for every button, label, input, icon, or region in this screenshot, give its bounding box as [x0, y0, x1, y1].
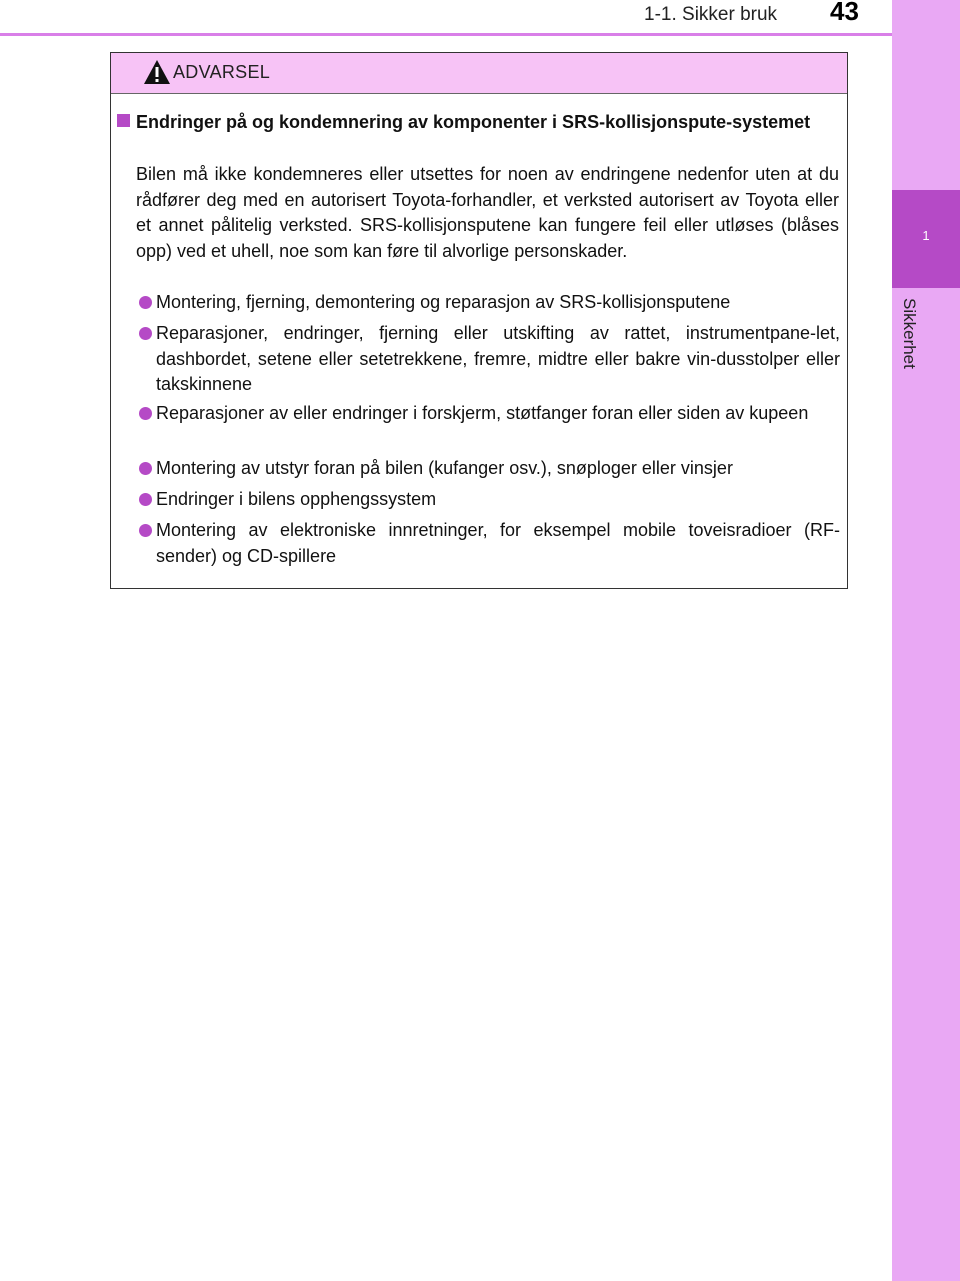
list-item-text: Montering av utstyr foran på bilen (kufanger osv.), snøploger eller vinsjer: [156, 458, 733, 478]
list-item-text: Montering av elektroniske innretninger, for eksempel mobile toveisradioer (RF-sender) og CD-spillere: [156, 520, 840, 566]
bullet-dot-icon: [139, 407, 152, 420]
square-bullet-icon: [117, 114, 130, 127]
warning-box: [110, 52, 848, 589]
warning-header: [111, 53, 847, 94]
section-title: 1-1. Sikker bruk: [644, 4, 778, 25]
section-heading: [117, 110, 841, 135]
list-item-text: Reparasjoner, endringer, fjerning eller utskifting av rattet, instrumentpane-let, dashbordet, setene eller setetrekkene, fremre, midtre eller bakre vin-dusstolper eller takskinnene: [156, 323, 840, 394]
warning-paragraph: Bilen må ikke kondemneres eller utsettes for noen av endringene nedenfor uten at du rådfører deg med en autorisert Toyota-forhandler, et verksted autorisert av Toyota eller et annet pålitelig verksted. SRS-kollisjonsputene kan fungere feil eller utløses (blåses opp) ved et uhell, noe som kan føre til alvorlige personskader.: [136, 164, 839, 261]
page-number: 43: [830, 0, 859, 26]
bullet-dot-icon: [139, 462, 152, 475]
chapter-tab[interactable]: [892, 190, 960, 288]
bullet-dot-icon: [139, 296, 152, 309]
warning-triangle-icon: [143, 59, 171, 85]
bullet-dot-icon: [139, 327, 152, 340]
list-item-text: Endringer i bilens opphengssystem: [156, 489, 437, 509]
bullet-dot-icon: [139, 493, 152, 506]
header-rule: [0, 33, 892, 36]
chapter-number: 1: [922, 228, 930, 243]
list-item-text: Montering, fjerning, demontering og reparasjon av SRS-kollisjonsputene: [156, 292, 731, 312]
bullet-dot-icon: [139, 524, 152, 537]
warning-label: ADVARSEL: [173, 62, 271, 82]
chapter-label: Sikkerhet: [900, 298, 919, 369]
heading-text: Endringer på og kondemnering av komponenter i SRS-kollisjonspute-systemet: [136, 112, 811, 132]
list-item-text: Reparasjoner av eller endringer i forskjerm, støtfanger foran eller siden av kupeen: [156, 403, 809, 423]
